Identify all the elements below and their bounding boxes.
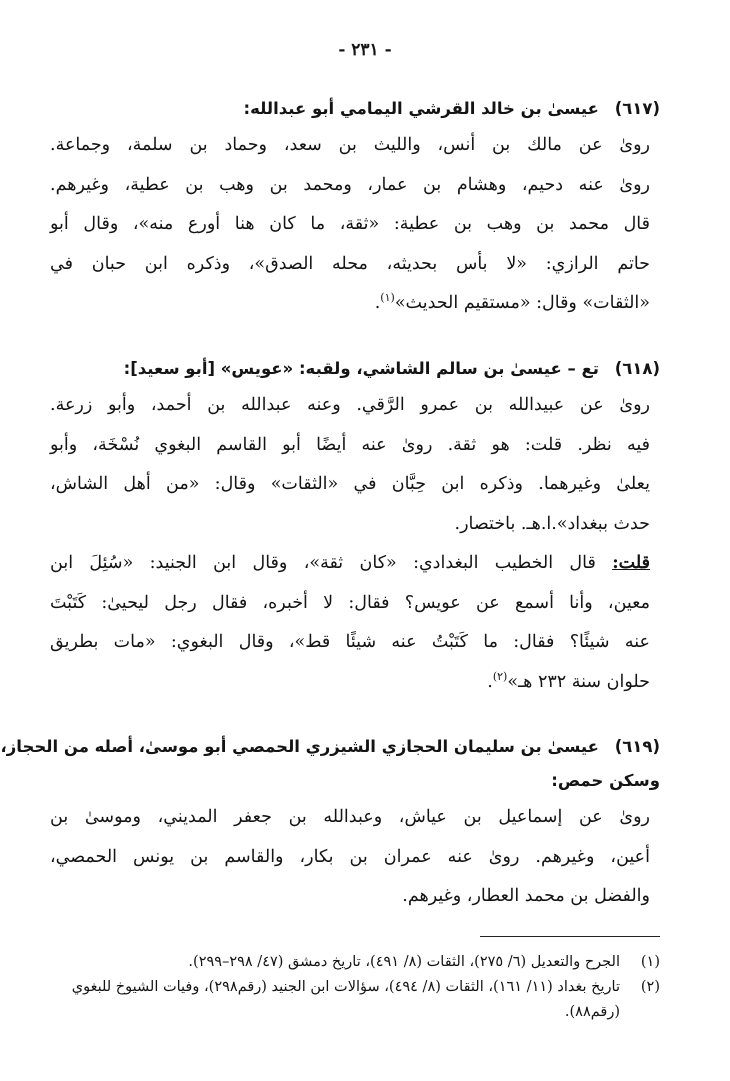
entry-number: (٦١٧) <box>614 99 660 118</box>
entry-title: عيسىٰ بن خالد القرشي اليمامي أبو عبدالله: <box>243 99 599 118</box>
footnote <box>50 975 660 1025</box>
entry-title: عيسىٰ بن سليمان الحجازي الشيزري الحمصي أبو موسىٰ، أصله من الحجاز، <box>0 737 599 756</box>
text-line: روىٰ عنه دحيم، وهشام بن عمار، ومحمد بن وهب بن عطية، وغيرهم. <box>50 174 650 195</box>
entry-number: (٦١٨) <box>614 359 660 378</box>
entry-heading <box>0 730 660 764</box>
text-line: حدث ببغداد».ا.هـ. باختصار. <box>454 513 650 534</box>
text-line: حاتم الرازي: «لا بأس بحديثه، محله الصدق»، وذكره ابن حبان في <box>50 253 650 274</box>
entry-heading <box>50 352 660 386</box>
text-fragment: «الثقات» وقال: «مستقيم الحديث» <box>394 293 650 313</box>
entry-618 <box>50 352 660 702</box>
text-line: روىٰ عن عبيدالله بن عمرو الرَّقي. وعنه عبدالله بن أحمد، وأبو زرعة. <box>50 395 650 415</box>
footnote-text: الجرح والتعديل (٦/ ٢٧٥)، الثقات (٨/ ٤٩١)، تاريخ دمشق (٤٧/ ٢٩٨–٢٩٩). <box>188 954 620 970</box>
text-line: معين، وأنا أسمع عن عويس؟ فقال: لا أخبره، فقال رجل ليحيىٰ: كَتَبْتَ <box>50 592 650 613</box>
text-fragment: حلوان سنة ٢٣٢ هـ» <box>507 671 650 692</box>
entry-heading <box>50 92 660 126</box>
entry-number: (٦١٩) <box>614 737 660 756</box>
footnotes <box>50 950 660 1025</box>
page-number: - ٢٣١ - <box>338 40 392 60</box>
footnote <box>50 950 660 975</box>
footnote-number: (٢) <box>640 979 660 995</box>
entry-617 <box>50 92 660 324</box>
footnote-number: (١) <box>640 954 660 970</box>
text-line: والفضل بن محمد العطار، وغيرهم. <box>402 886 650 906</box>
qult-label: قلت: <box>612 553 650 573</box>
text-line: قال محمد بن وهب بن عطية: «ثقة، ما كان هنا أورع منه»، وقال أبو <box>50 214 650 234</box>
footnote-reference[interactable]: (١) <box>380 291 395 305</box>
text-line <box>50 544 660 584</box>
entry-619 <box>0 730 660 917</box>
text-line: روىٰ عن إسماعيل بن عياش، وعبدالله بن جعفر المديني، وموسىٰ بن <box>50 807 650 827</box>
text-line: حلوان سنة ٢٣٢ هـ»$^{(٢)}$. <box>487 669 650 692</box>
footnote-reference[interactable]: (٢) <box>492 669 508 683</box>
footnote-text: تاريخ بغداد (١١/ ١٦١)، الثقات (٨/ ٤٩٤)، سؤالات ابن الجنيد (رقم٢٩٨)، وفيات الشيوخ للبغوي (رقم٨٨). <box>71 979 620 1020</box>
text-line: فيه نظر. قلت: هو ثقة. روىٰ عنه أيضًا أبو القاسم البغوي نُسْخَة، وأبو <box>50 434 650 455</box>
text-line: أعين، وغيرهم. روىٰ عنه عمران بن بكار، والقاسم بن يونس الحمصي، <box>50 846 650 867</box>
text-line: «الثقات» وقال: «مستقيم الحديث»$^{(١)}$. <box>374 291 650 313</box>
text-fragment: قال الخطيب البغدادي: «كان ثقة»، وقال ابن الجنيد: «سُئِلَ ابن <box>50 553 613 573</box>
text-line: روىٰ عن مالك بن أنس، والليث بن سعد، وحماد بن سلمة، وجماعة. <box>50 135 650 155</box>
text-line: عنه شيئًا؟ فقال: ما كَتَبْتُ عنه شيئًا قط»، وقال البغوي: «مات بطريق <box>50 632 650 652</box>
footnote-divider <box>480 936 660 937</box>
entry-title: تع – عيسىٰ بن سالم الشاشي، ولقبه: «عويس» [أبو سعيد]: <box>123 359 599 378</box>
entry-heading-continued: وسكن حمص: <box>551 771 660 790</box>
text-line: يعلىٰ وغيرهما. وذكره ابن حِبَّان في «الثقات» وقال: «من أهل الشاش، <box>50 474 650 494</box>
